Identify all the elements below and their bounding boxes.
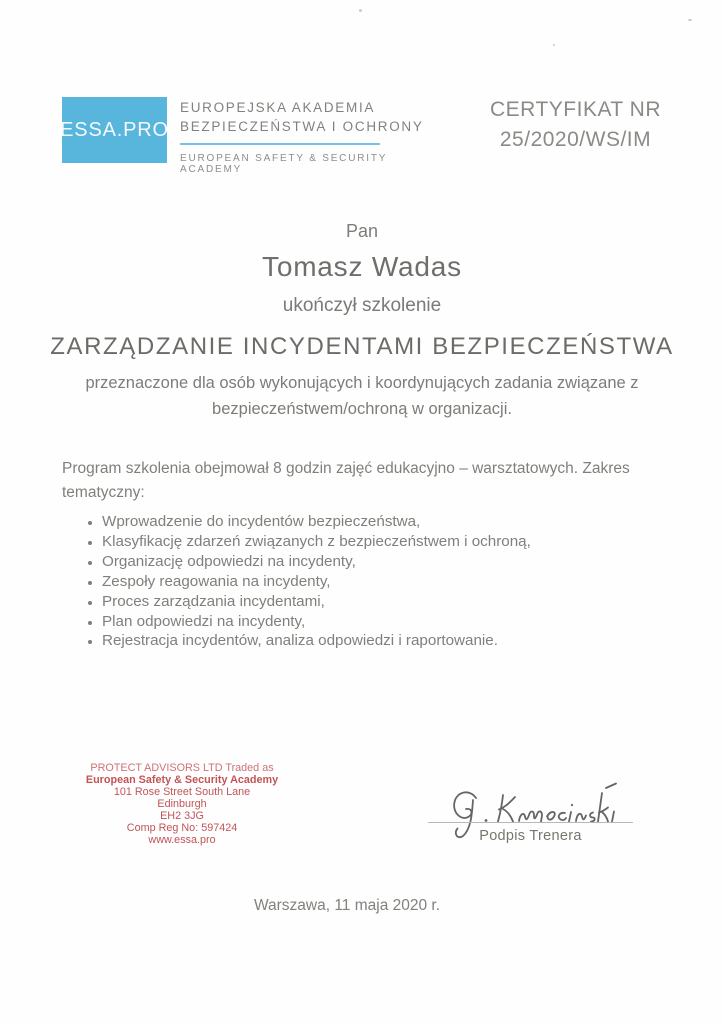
program-topic: • Rejestracja incydentów, analiza odpowiedzi i raportowanie. <box>102 631 680 651</box>
academy-name-line2: BEZPIECZEŃSTWA I OCHRONY <box>180 119 424 134</box>
signature-line <box>428 822 633 823</box>
program-topic: • Organizację odpowiedzi na incydenty, <box>102 552 680 572</box>
salutation: Pan <box>345 221 379 241</box>
company-stamp <box>76 762 288 846</box>
program-topic: • Zespoły reagowania na incydenty, <box>102 572 680 592</box>
program-topic-list <box>62 512 680 651</box>
stamp-line: 101 Rose Street South Lane <box>113 786 251 798</box>
academy-name-block <box>180 98 440 175</box>
recipient-name: Tomasz Wadas <box>262 251 462 282</box>
stamp-line: Edinburgh <box>157 798 207 810</box>
logo-text: ESSA.PRO <box>60 118 169 141</box>
signature-block <box>428 776 633 856</box>
program-topic: • Plan odpowiedzi na incydenty, <box>102 612 680 632</box>
completion-text: ukończył szkolenie <box>282 295 442 316</box>
signature-label: Podpis Trenera <box>479 828 582 844</box>
course-title: ZARZĄDZANIE INCYDENTAMI BEZPIECZEŃSTWA <box>50 333 674 360</box>
stamp-line: www.essa.pro <box>148 834 216 846</box>
scan-speck <box>553 44 555 46</box>
scan-speck <box>688 19 692 21</box>
program-topic: • Wprowadzenie do incydentów bezpieczeństwa, <box>102 512 680 532</box>
stamp-line: EH2 3JG <box>160 810 204 822</box>
program-intro: Program szkolenia obejmował 8 godzin zajęć edukacyjno – warsztatowych. Zakres tematyczny: <box>62 460 630 501</box>
academy-name-english: EUROPEAN SAFETY & SECURITY ACADEMY <box>180 153 388 175</box>
essa-pro-logo <box>62 97 167 163</box>
stamp-line: European Safety & Security Academy <box>85 774 279 786</box>
program-section <box>62 457 680 651</box>
academy-name-line1: EUROPEJSKA AKADEMIA <box>180 100 376 115</box>
program-topic: • Klasyfikację zdarzeń związanych z bezpieczeństwem i ochroną, <box>102 532 680 552</box>
certificate-number-label: CERTYFIKAT NR <box>489 98 662 121</box>
certificate-number-value: 25/2020/WS/IM <box>499 128 652 151</box>
program-topic: • Proces zarządzania incydentami, <box>102 592 680 612</box>
scan-speck <box>359 9 362 12</box>
stamp-line: PROTECT ADVISORS LTD Traded as <box>90 762 274 774</box>
certificate-number-block <box>468 95 683 155</box>
course-description: przeznaczone dla osób wykonujących i koordynujących zadania związane z bezpieczeństwem/ochroną w organizacji. <box>85 374 639 418</box>
stamp-line: Comp Reg No: 597424 <box>126 822 238 834</box>
logo-divider <box>180 143 380 145</box>
place-and-date: Warszawa, 11 maja 2020 r. <box>253 897 441 914</box>
